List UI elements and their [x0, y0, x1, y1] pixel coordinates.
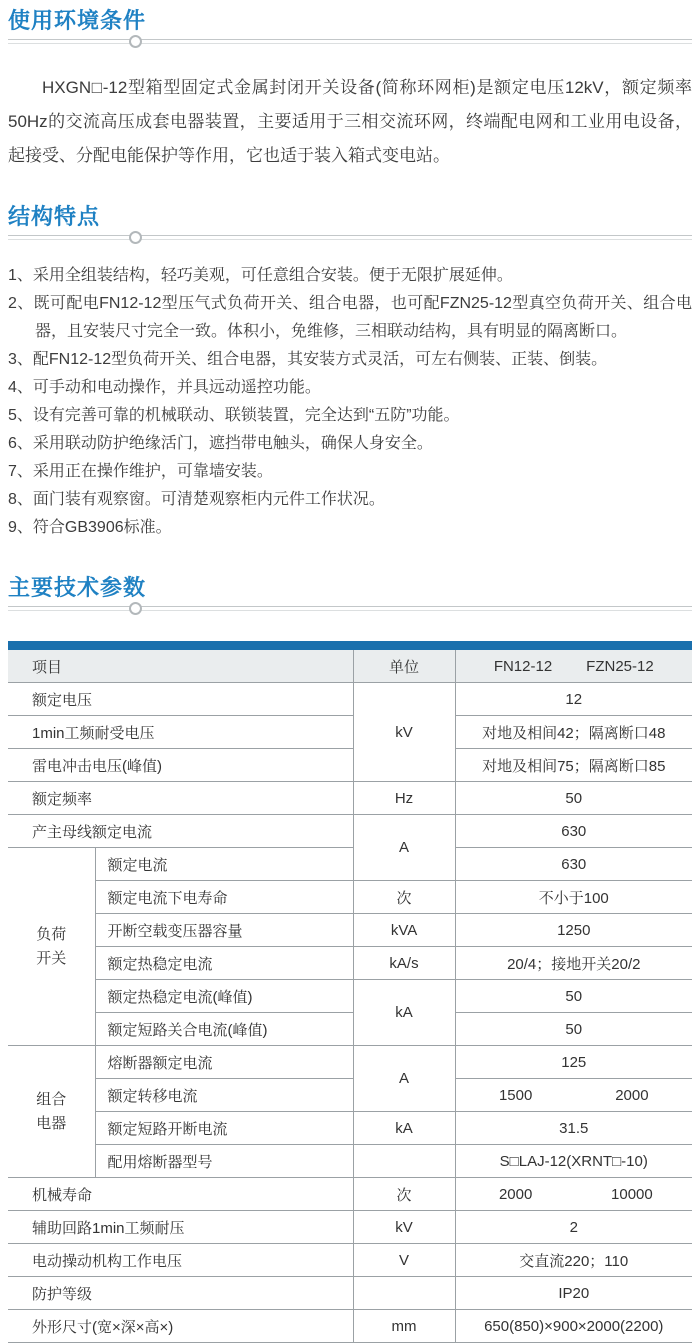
row-busbar-current-value: 630 [455, 815, 692, 848]
row-motor-voltage-value: 交直流220；110 [455, 1244, 692, 1277]
row-cb-transfer-value-fn12: 1500 [498, 1086, 533, 1104]
section-usage-conditions [8, 0, 692, 173]
row-dimensions-label: 外形尺寸(宽×深×高×) [8, 1310, 353, 1343]
table-row [8, 1244, 692, 1277]
row-ls-transformer-value: 1250 [455, 914, 692, 947]
row-protection-class-unit [353, 1277, 455, 1310]
table-row [8, 947, 692, 980]
section-title-usage: 使用环境条件 [8, 8, 147, 33]
row-busbar-current-unit: A [353, 815, 455, 881]
table-header-row [8, 650, 692, 683]
table-row [8, 1079, 692, 1112]
table-row [8, 815, 692, 848]
section-structure-features [8, 173, 692, 542]
row-cb-fuse-current-unit: A [353, 1046, 455, 1112]
row-ls-thermal-peak-unit: kA [353, 980, 455, 1046]
table-row [8, 1013, 692, 1046]
divider-ring-icon [129, 35, 142, 48]
group-label-line: 开关 [36, 949, 67, 967]
row-power-freq-label: 1min工频耐受电压 [8, 716, 353, 749]
table-row [8, 980, 692, 1013]
group-label-line: 组合 [36, 1090, 67, 1108]
row-cb-fuse-model-unit [353, 1145, 455, 1178]
table-row [8, 848, 692, 881]
table-row [8, 881, 692, 914]
feature-item: 4、可手动和电动操作，并具远动遥控功能。 [8, 379, 321, 396]
row-mechanical-life-value-fzn25: 10000 [611, 1185, 653, 1203]
row-rated-frequency-label: 额定频率 [8, 782, 353, 815]
table-row [8, 1145, 692, 1178]
feature-item: 9、符合GB3906标准。 [8, 519, 172, 536]
col-header-model-fn12: FN12-12 [493, 657, 553, 675]
row-cb-fuse-model-value: S□LAJ-12(XRNT□-10) [455, 1145, 692, 1178]
row-ls-breaking-life-value: 不小于100 [455, 881, 692, 914]
table-top-bar [8, 641, 692, 650]
table-row [8, 1178, 692, 1211]
feature-item: 6、采用联动防护绝缘活门，遮挡带电触头，确保人身安全。 [8, 435, 433, 452]
divider-ring-icon [129, 602, 142, 615]
row-protection-class-label: 防护等级 [8, 1277, 353, 1310]
row-ls-transformer-unit: kVA [353, 914, 455, 947]
col-header-models [455, 650, 692, 683]
row-ls-breaking-life-label: 额定电流下电寿命 [95, 881, 353, 914]
feature-item: 1、采用全组装结构，轻巧美观，可任意组合安装。便于无限扩展延伸。 [8, 267, 513, 284]
divider-ring-icon [129, 231, 142, 244]
row-dimensions-value: 650(850)×900×2000(2200) [455, 1310, 692, 1343]
table-row [8, 1112, 692, 1145]
row-lightning-value: 对地及相间75；隔离断口85 [455, 749, 692, 782]
row-ls-thermal-unit: kA/s [353, 947, 455, 980]
row-rated-voltage-unit: kV [353, 683, 455, 782]
section-main-parameters [8, 542, 692, 1343]
feature-item: 3、配FN12-12型负荷开关、组合电器，其安装方式灵活，可左右侧装、正装、倒装。 [8, 351, 608, 368]
table-row [8, 749, 692, 782]
row-mechanical-life-unit: 次 [353, 1178, 455, 1211]
row-motor-voltage-unit: V [353, 1244, 455, 1277]
row-ls-rated-current-label: 额定电流 [95, 848, 353, 881]
section-divider [8, 39, 692, 44]
row-mechanical-life-label: 机械寿命 [8, 1178, 353, 1211]
group-label-load-switch [8, 848, 95, 1046]
row-motor-voltage-label: 电动操动机构工作电压 [8, 1244, 353, 1277]
row-rated-voltage-label: 额定电压 [8, 683, 353, 716]
feature-item: 8、面门装有观察窗。可清楚观察柜内元件工作状况。 [8, 491, 385, 508]
row-cb-breaking-unit: kA [353, 1112, 455, 1145]
row-power-freq-value: 对地及相间42；隔离断口48 [455, 716, 692, 749]
row-rated-voltage-value: 12 [455, 683, 692, 716]
feature-list [8, 262, 692, 542]
row-cb-breaking-label: 额定短路开断电流 [95, 1112, 353, 1145]
row-aux-circuit-label: 辅助回路1min工频耐压 [8, 1211, 353, 1244]
usage-paragraph: HXGN□-12型箱型固定式金属封闭开关设备(简称环网柜)是额定电压12kV，额定频率50Hz的交流高压成套电器装置，主要适用于三相交流环网，终端配电网和工业用电设备，起接受、分配电能保护等作用，它也适于装入箱式变电站。 [8, 78, 692, 165]
table-row [8, 1046, 692, 1079]
feature-item: 7、采用正在操作维护，可靠墙安装。 [8, 463, 273, 480]
parameters-table [8, 650, 692, 1343]
row-cb-breaking-value: 31.5 [455, 1112, 692, 1145]
row-ls-closing-peak-label: 额定短路关合电流(峰值) [95, 1013, 353, 1046]
row-aux-circuit-unit: kV [353, 1211, 455, 1244]
feature-item: 2、既可配电FN12-12型压气式负荷开关、组合电器，也可配FZN25-12型真空负荷开关、组合电器，且安装尺寸完全一致。体积小，免维修，三相联动结构，具有明显的隔离断口。 [8, 295, 692, 340]
row-ls-thermal-peak-label: 额定热稳定电流(峰值) [95, 980, 353, 1013]
row-ls-rated-current-value: 630 [455, 848, 692, 881]
table-row [8, 1277, 692, 1310]
table-row [8, 782, 692, 815]
row-cb-transfer-values [455, 1079, 692, 1112]
row-lightning-label: 雷电冲击电压(峰值) [8, 749, 353, 782]
row-rated-frequency-unit: Hz [353, 782, 455, 815]
row-cb-fuse-current-value: 125 [455, 1046, 692, 1079]
section-title-features: 结构特点 [8, 204, 101, 229]
row-mechanical-life-values [455, 1178, 692, 1211]
feature-item: 5、设有完善可靠的机械联动、联锁装置，完全达到“五防”功能。 [8, 407, 460, 424]
row-ls-breaking-life-unit: 次 [353, 881, 455, 914]
group-label-line: 负荷 [36, 925, 67, 943]
group-label-line: 电器 [36, 1114, 67, 1132]
table-row [8, 683, 692, 716]
row-cb-fuse-current-label: 熔断器额定电流 [95, 1046, 353, 1079]
table-row [8, 716, 692, 749]
table-row [8, 1310, 692, 1343]
row-aux-circuit-value: 2 [455, 1211, 692, 1244]
row-rated-frequency-value: 50 [455, 782, 692, 815]
col-header-model-fzn25: FZN25-12 [586, 657, 654, 675]
col-header-item: 项目 [8, 650, 353, 683]
group-label-combined-apparatus [8, 1046, 95, 1178]
section-divider [8, 606, 692, 611]
row-busbar-current-label: 产主母线额定电流 [8, 815, 353, 848]
row-ls-thermal-peak-value: 50 [455, 980, 692, 1013]
table-row [8, 914, 692, 947]
row-protection-class-value: IP20 [455, 1277, 692, 1310]
row-mechanical-life-value-fn12: 2000 [498, 1185, 533, 1203]
table-row [8, 1211, 692, 1244]
row-cb-transfer-label: 额定转移电流 [95, 1079, 353, 1112]
row-ls-transformer-label: 开断空载变压器容量 [95, 914, 353, 947]
section-title-parameters: 主要技术参数 [8, 575, 147, 600]
row-ls-closing-peak-value: 50 [455, 1013, 692, 1046]
row-dimensions-unit: mm [353, 1310, 455, 1343]
row-cb-fuse-model-label: 配用熔断器型号 [95, 1145, 353, 1178]
parameters-table-wrap [8, 641, 692, 1343]
col-header-unit: 单位 [353, 650, 455, 683]
row-ls-thermal-label: 额定热稳定电流 [95, 947, 353, 980]
section-divider [8, 235, 692, 240]
row-ls-thermal-value: 20/4；接地开关20/2 [455, 947, 692, 980]
row-cb-transfer-value-fzn25: 2000 [615, 1086, 649, 1104]
